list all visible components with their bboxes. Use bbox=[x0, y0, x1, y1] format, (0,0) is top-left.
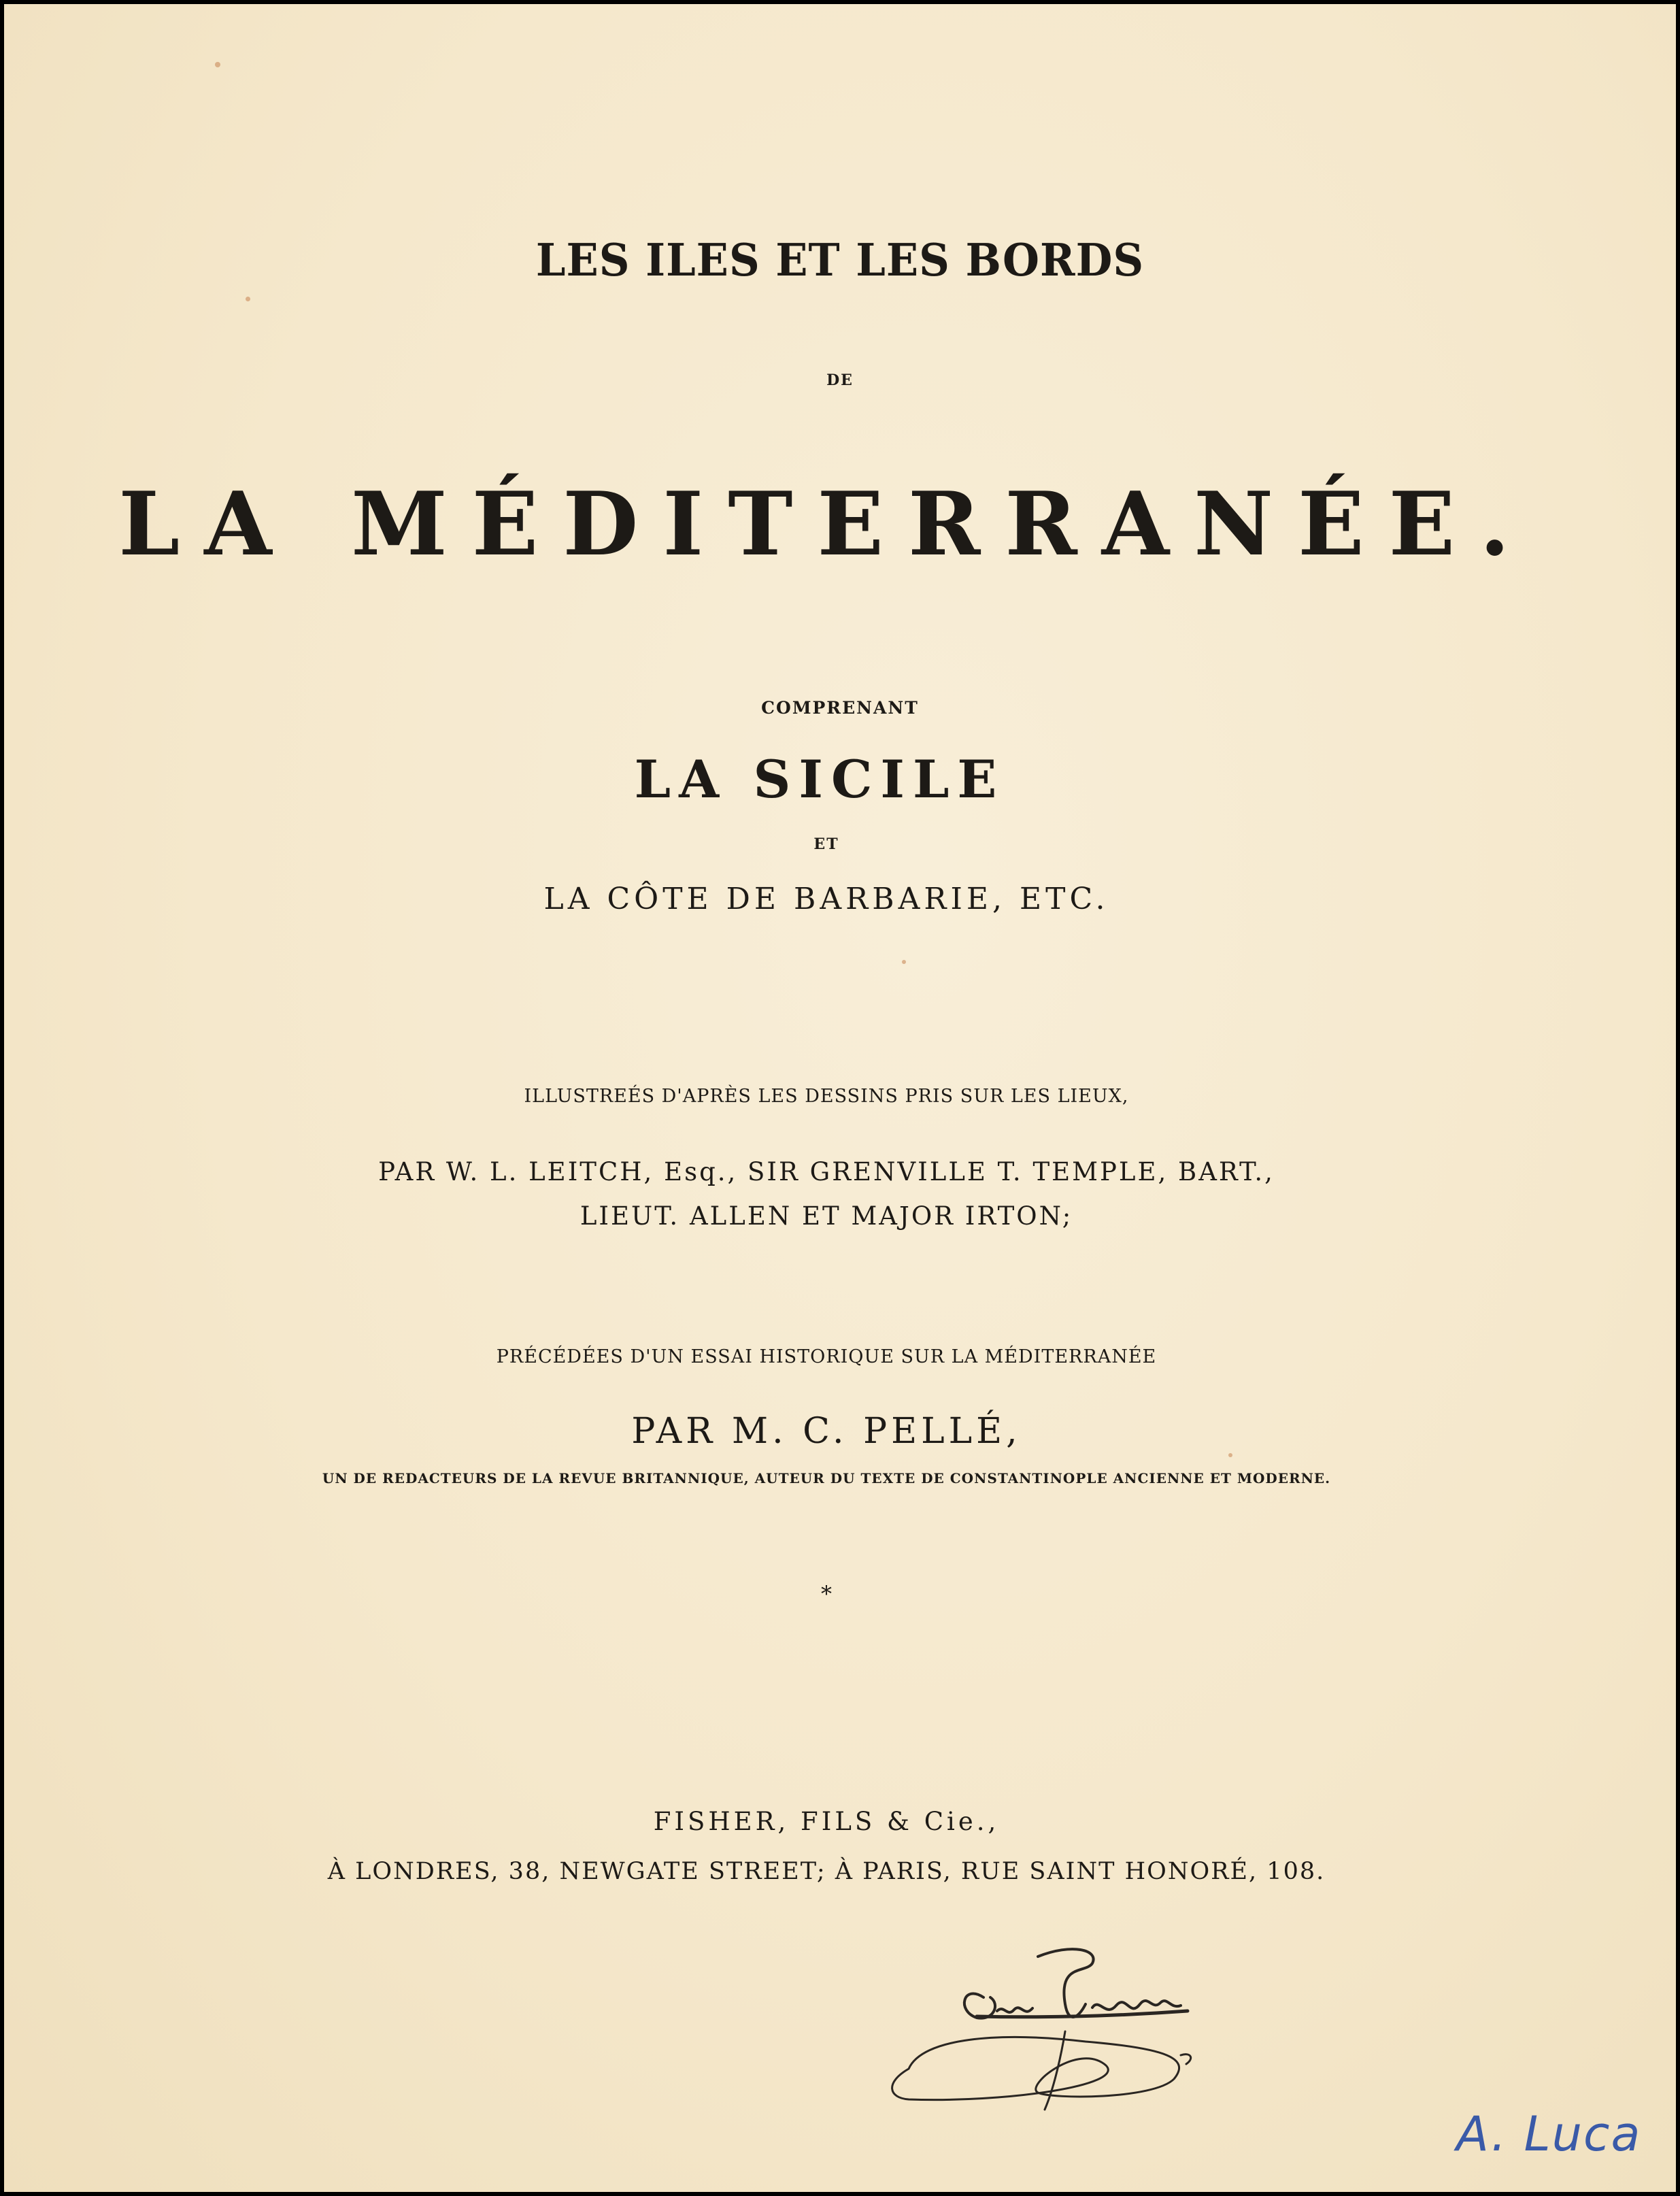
foxing-spot bbox=[246, 297, 250, 301]
illustrations-line: ILLUSTREÉS D'APRÈS LES DESSINS PRIS SUR LES LIEUX, bbox=[524, 1086, 1129, 1107]
ornament-asterisk: * bbox=[821, 1581, 832, 1607]
essay-author: PAR M. C. PELLÉ, bbox=[631, 1411, 1022, 1452]
owner-handwritten-note: A. Luca bbox=[1456, 2106, 1642, 2162]
foxing-spot bbox=[1228, 1453, 1232, 1457]
essay-line: PRÉCÉDÉES D'UN ESSAI HISTORIQUE SUR LA MÉDITERRANÉE bbox=[496, 1346, 1157, 1367]
foxing-spot bbox=[902, 960, 906, 964]
essay-author-description: UN DE REDACTEURS DE LA REVUE BRITANNIQUE, AUTEUR DU TEXTE DE CONSTANTINOPLE ANCIENNE ET MODERNE. bbox=[322, 1470, 1331, 1486]
title-page bbox=[4, 4, 1676, 2192]
main-title: LA MÉDITERRANÉE. bbox=[118, 473, 1534, 576]
title-connector: DE bbox=[826, 371, 854, 389]
title-line-1: LES ILES ET LES BORDS bbox=[535, 234, 1145, 286]
illustrators-line-2: LIEUT. ALLEN ET MAJOR IRTON; bbox=[579, 1201, 1073, 1231]
illustrators-line-1: PAR W. L. LEITCH, Esq., SIR GRENVILLE T. TEMPLE, BART., bbox=[378, 1157, 1275, 1186]
foxing-spot bbox=[215, 62, 220, 67]
subtitle-connector: ET bbox=[813, 835, 839, 853]
crossed-out-signature-icon bbox=[881, 1923, 1201, 2120]
subtitle-barbarie: LA CÔTE DE BARBARIE, ETC. bbox=[543, 882, 1109, 916]
comprenant-label: COMPRENANT bbox=[761, 698, 919, 718]
subtitle-sicile: LA SICILE bbox=[634, 749, 1005, 810]
publisher-name: FISHER, FILS & Cie., bbox=[653, 1807, 1000, 1836]
publisher-address: À LONDRES, 38, NEWGATE STREET; À PARIS, RUE SAINT HONORÉ, 108. bbox=[327, 1858, 1326, 1885]
